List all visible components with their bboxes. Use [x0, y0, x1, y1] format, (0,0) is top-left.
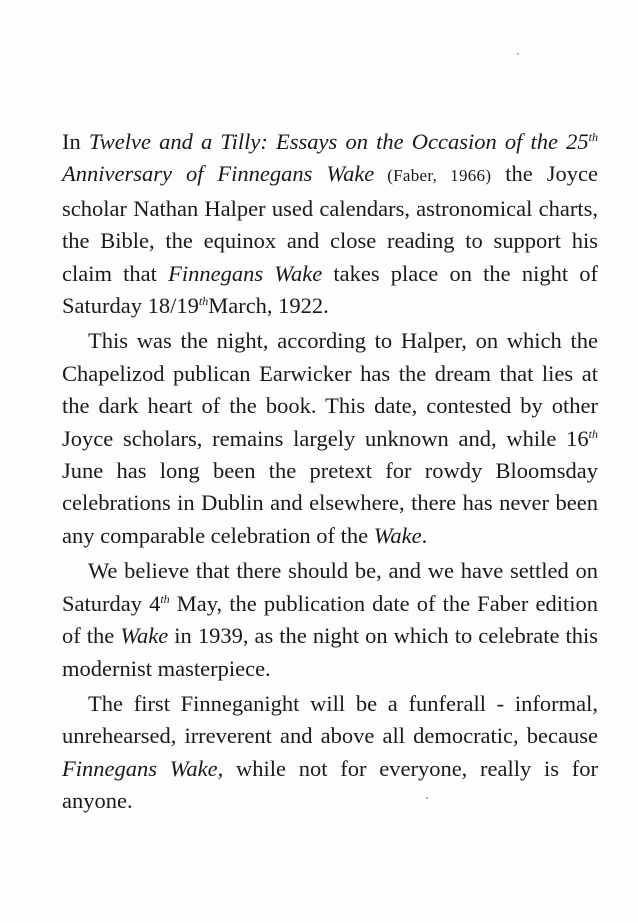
italic-title-text: Wake [373, 522, 422, 548]
paper-speck [426, 797, 428, 799]
text-run: . [421, 522, 428, 548]
text-run: the Joyce scholar Nathan Halper used calendars, astronomical charts, the Bible, the equinox and close reading to support his claim that [62, 161, 598, 286]
text-run: , while not for everyone, really is for anyone. [62, 755, 599, 814]
text-run: The first Finneganight will be a funferall - informal, unrehearsed, irreverent and above all democratic, because [62, 690, 598, 749]
text-run: June has long been the pretext for rowdy Bloomsday celebrations in Dublin and elsewhere, there has never been any comparable celebration of the [62, 458, 598, 548]
ordinal-superscript: th [198, 294, 209, 309]
body-text [62, 126, 598, 821]
paragraph [62, 688, 598, 818]
ordinal-superscript: th [160, 591, 170, 606]
paper-speck [517, 53, 519, 55]
text-run: This was the night, according to Halper, on which the Chapelizod publican Earwicker has the dream that lies at the dark heart of the book. This date, contested by other Joyce scholars, remains largely unknown and, while 16 [62, 328, 598, 451]
text-run: March, 1922. [208, 293, 329, 319]
italic-title-text: Twelve and a Tilly: Essays on the Occasion of the 25 [88, 129, 589, 154]
ordinal-superscript: th [588, 426, 598, 441]
paragraph [62, 126, 598, 322]
publisher-note: (Faber, 1966) [374, 166, 492, 186]
paragraph [62, 325, 598, 552]
italic-title-text: Anniversary of Finnegans Wake [62, 161, 375, 187]
paragraph [62, 555, 598, 685]
text-run: In [62, 129, 89, 154]
text-run: May, the publication date of the Faber edition of the [62, 590, 598, 649]
text-run: takes place on the night of Saturday 18/19 [62, 260, 598, 319]
italic-title-text: Finnegans Wake [168, 260, 323, 286]
italic-title-text: Wake [120, 623, 169, 649]
ordinal-superscript: th [588, 130, 598, 144]
text-run: We believe that there should be, and we have settled on Saturday 4 [62, 558, 598, 616]
italic-title-text: Finnegans Wake [62, 755, 218, 781]
text-run: in 1939, as the night on which to celebrate this modernist masterpiece. [62, 623, 598, 681]
